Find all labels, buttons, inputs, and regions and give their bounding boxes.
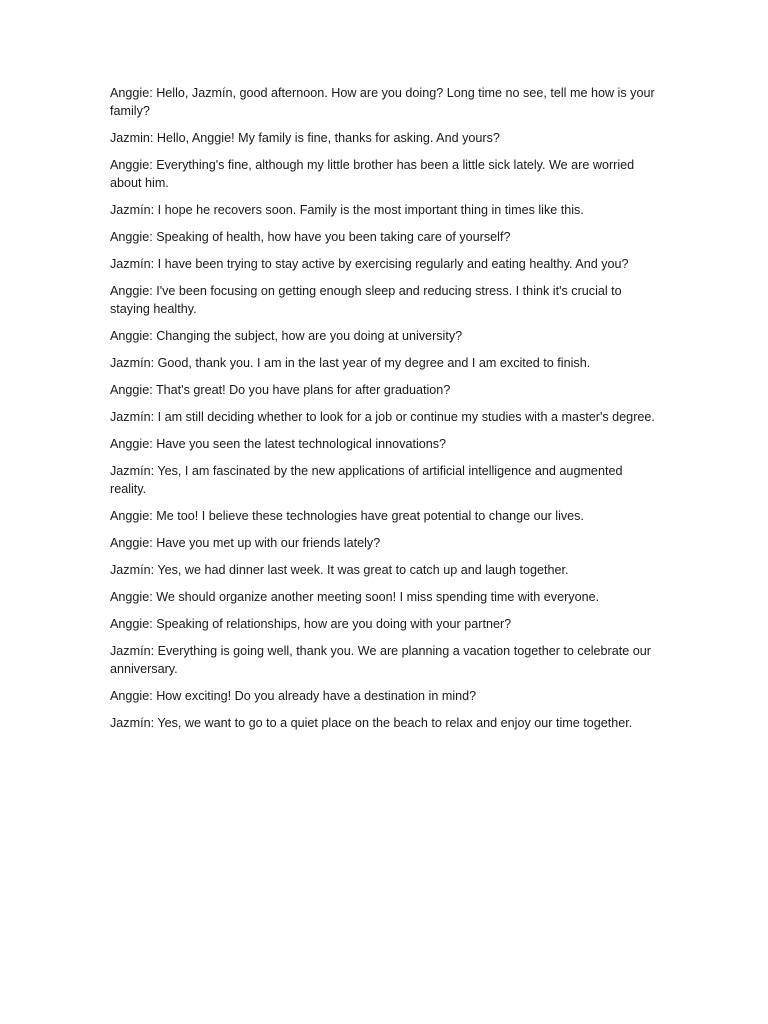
dialogue-line: Anggie: Speaking of health, how have you been taking care of yourself?: [110, 230, 511, 244]
dialogue-line: Jazmín: I am still deciding whether to look for a job or continue my studies with a master's degree.: [110, 410, 655, 424]
dialogue-line: Anggie: Have you met up with our friends lately?: [110, 536, 381, 550]
dialogue-line: Anggie: Everything's fine, although my little brother has been a little sick lately. We are worried about him.: [110, 158, 635, 190]
dialogue-line: Anggie: Changing the subject, how are you doing at university?: [110, 329, 463, 343]
dialogue-line: Jazmín: I hope he recovers soon. Family is the most important thing in times like this.: [110, 203, 584, 217]
dialogue-line: Jazmín: Yes, we want to go to a quiet place on the beach to relax and enjoy our time together.: [110, 716, 633, 730]
dialogue-line: Anggie: Have you seen the latest technological innovations?: [110, 437, 447, 451]
dialogue-line: Jazmín: Yes, I am fascinated by the new applications of artificial intelligence and augmented reality.: [110, 464, 623, 496]
dialogue-line: Jazmín: Everything is going well, thank you. We are planning a vacation together to celebrate our anniversary.: [110, 644, 651, 676]
dialogue-line: Jazmin: Hello, Anggie! My family is fine, thanks for asking. And yours?: [110, 131, 500, 145]
dialogue-line: Anggie: That's great! Do you have plans for after graduation?: [110, 383, 451, 397]
dialogue-line: Anggie: Me too! I believe these technologies have great potential to change our lives.: [110, 509, 584, 523]
dialogue-line: Anggie: Speaking of relationships, how are you doing with your partner?: [110, 617, 512, 631]
dialogue-line: Jazmín: I have been trying to stay active by exercising regularly and eating healthy. And you?: [110, 257, 629, 271]
dialogue-line: Anggie: We should organize another meeting soon! I miss spending time with everyone.: [110, 590, 600, 604]
dialogue-text: [110, 84, 658, 741]
dialogue-line: Anggie: How exciting! Do you already have a destination in mind?: [110, 689, 477, 703]
dialogue-line: Jazmín: Yes, we had dinner last week. It was great to catch up and laugh together.: [110, 563, 569, 577]
dialogue-line: Anggie: I've been focusing on getting enough sleep and reducing stress. I think it's crucial to staying healthy.: [110, 284, 622, 316]
dialogue-line: Anggie: Hello, Jazmín, good afternoon. How are you doing? Long time no see, tell me how is your family?: [110, 86, 655, 118]
dialogue-line: Jazmín: Good, thank you. I am in the last year of my degree and I am excited to finish.: [110, 356, 591, 370]
